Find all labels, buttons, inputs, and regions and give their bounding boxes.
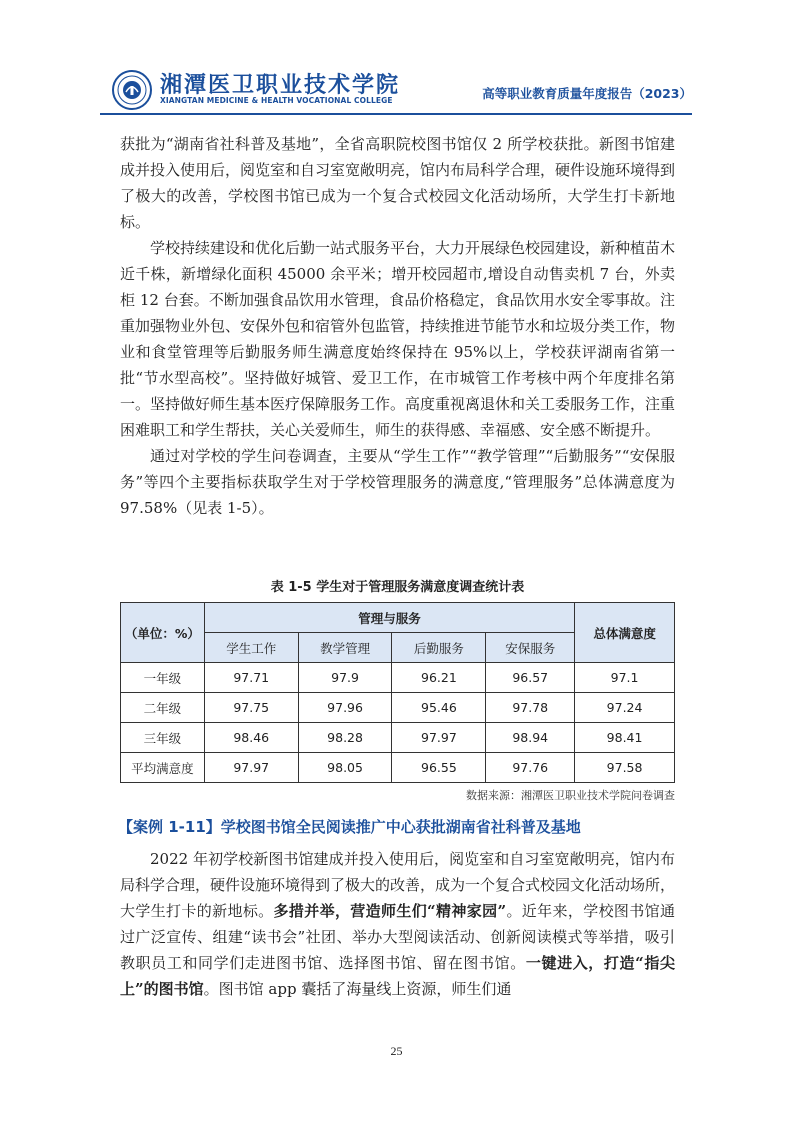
table-cell: 97.75 xyxy=(204,693,298,723)
row-label: 一年级 xyxy=(121,663,205,693)
case-title: 【案例 1-11】学校图书馆全民阅读推广中心获批湖南省社科普及基地 xyxy=(118,818,581,836)
school-seal-icon xyxy=(112,70,152,110)
table-cell: 96.57 xyxy=(486,663,575,693)
row-label: 平均满意度 xyxy=(121,753,205,783)
case-paragraph xyxy=(120,846,675,1002)
report-title: 高等职业教育质量年度报告（2023） xyxy=(482,86,692,101)
column-header: 后勤服务 xyxy=(392,633,486,663)
paragraph-1: 获批为“湖南省社科普及基地”，全省高职院校图书馆仅 2 所学校获批。新图书馆建成并投入使用后，阅览室和自习室宽敞明亮，馆内布局科学合理，硬件设施环境得到了极大的改善，学校图书馆已成为一个复合式校园文化活动场所，大学生打卡新地标。 xyxy=(120,135,676,231)
row-label: 二年级 xyxy=(121,693,205,723)
table-cell: 97.76 xyxy=(486,753,575,783)
overall-cell: 97.1 xyxy=(575,663,675,693)
column-header: 学生工作 xyxy=(204,633,298,663)
overall-cell: 97.24 xyxy=(575,693,675,723)
school-name-cn: 湘潭医卫职业技术学院 xyxy=(160,73,401,98)
paragraph-2: 学校持续建设和优化后勤一站式服务平台，大力开展绿色校园建设，新种植苗木近千株，新增绿化面积 45000 余平米；增开校园超市,增设自动售卖机 7 台，外卖柜 12 台套。不断加强食品饮用水管理，食品价格稳定，食品饮用水安全零事故。注重加强物业外包、安保外包和宿管外包监管，持续推进节能节水和垃圾分类工作，物业和食堂管理等后勤服务师生满意度始终保持在 95%以上，学校获评湖南省第一批“节水型高校”。坚持做好城管、爱卫工作，在市城管工作考核中两个年度排名第一。坚持做好师生基本医疗保障服务工作。高度重视离退休和关工委服务工作，注重困难职工和学生帮扶，关心关爱师生，师生的获得感、幸福感、安全感不断提升。 xyxy=(120,239,676,439)
case-highlight: 一键进入，打造“指尖上”的图书馆 xyxy=(120,954,675,998)
table-cell: 95.46 xyxy=(392,693,486,723)
overall-cell: 97.58 xyxy=(575,753,675,783)
table-cell: 98.94 xyxy=(486,723,575,753)
group-header: 管理与服务 xyxy=(204,603,574,633)
table-cell: 97.9 xyxy=(298,663,392,693)
unit-header: （单位：%） xyxy=(121,603,205,663)
table-cell: 97.78 xyxy=(486,693,575,723)
table-cell: 98.46 xyxy=(204,723,298,753)
table-title: 表 1-5 学生对于管理服务满意度调查统计表 xyxy=(270,580,525,595)
page-number: 25 xyxy=(390,1044,403,1058)
table-cell: 98.28 xyxy=(298,723,392,753)
school-name-en: XIANGTAN MEDICINE & HEALTH VOCATIONAL COLLEGE xyxy=(160,96,393,105)
header-divider xyxy=(100,113,692,115)
row-label: 三年级 xyxy=(121,723,205,753)
case-text-part: 。图书馆 app 囊括了海量线上资源，师生们通 xyxy=(203,980,512,998)
case-highlight: 多措并举，营造师生们“精神家园” xyxy=(273,902,507,920)
page-header xyxy=(100,66,692,110)
table-cell: 98.05 xyxy=(298,753,392,783)
table-cell: 97.96 xyxy=(298,693,392,723)
body-text xyxy=(120,131,675,521)
column-header: 教学管理 xyxy=(298,633,392,663)
table-row xyxy=(121,693,675,723)
table-row xyxy=(121,723,675,753)
paragraph-3: 通过对学校的学生问卷调查，主要从“学生工作”“教学管理”“后勤服务”“安保服务”等四个主要指标获取学生对于学校管理服务的满意度,“管理服务”总体满意度为 97.58%（见表 1-5）。 xyxy=(120,447,675,517)
case-text-part: 2022 年初学校新图书馆建成并投入使用后，阅览室和自习室宽敞明亮，馆内布局科学合理，硬件设施环境得到了极大的改善，成为一个复合式校园文化活动场所，大学生打卡的新地标。 xyxy=(120,850,676,920)
overall-cell: 98.41 xyxy=(575,723,675,753)
table-cell: 97.97 xyxy=(392,723,486,753)
table-cell: 96.21 xyxy=(392,663,486,693)
table-cell: 97.97 xyxy=(204,753,298,783)
table-row xyxy=(121,753,675,783)
overall-header: 总体满意度 xyxy=(575,603,675,663)
case-text xyxy=(120,846,675,1002)
table-source: 数据来源：湘潭医卫职业技术学院问卷调查 xyxy=(466,789,675,802)
table-row xyxy=(121,663,675,693)
case-text-part: 。近年来，学校图书馆通过广泛宣传、组建“读书会”社团、举办大型阅读活动、创新阅读模式等举措，吸引教职员工和同学们走进图书馆、选择图书馆、留在图书馆。 xyxy=(120,902,675,972)
table-cell: 97.71 xyxy=(204,663,298,693)
satisfaction-table xyxy=(120,602,675,783)
column-header: 安保服务 xyxy=(486,633,575,663)
table-cell: 96.55 xyxy=(392,753,486,783)
